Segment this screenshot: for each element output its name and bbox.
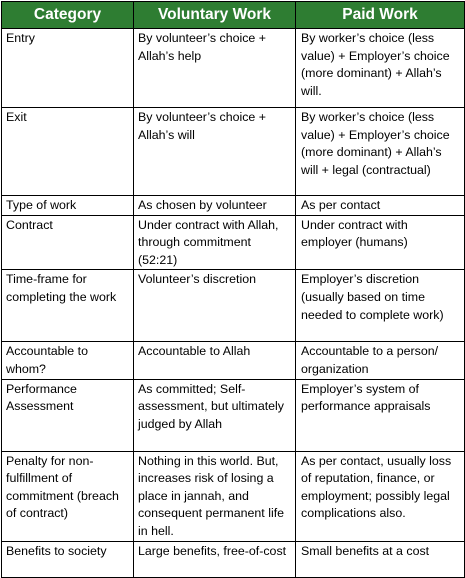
voluntary-cell: By volunteer’s choice + Allah’s help xyxy=(134,29,296,108)
voluntary-cell: Accountable to Allah xyxy=(134,342,296,379)
table-row xyxy=(2,451,465,541)
paid-cell: As per contact xyxy=(296,196,465,216)
header-category: Category xyxy=(2,2,134,29)
paid-cell: Employer’s system of performance appraisals xyxy=(296,379,465,451)
category-cell: Performance Assessment xyxy=(2,379,134,451)
category-cell: Entry xyxy=(2,29,134,108)
table-row xyxy=(2,215,465,270)
voluntary-cell: Nothing in this world. But, increases risk of losing a place in jannah, and consequent permanent life in hell. xyxy=(134,451,296,541)
voluntary-cell: As chosen by volunteer xyxy=(134,196,296,216)
header-row xyxy=(2,2,465,29)
header-paid-work: Paid Work xyxy=(296,2,465,29)
category-cell: Benefits to society xyxy=(2,541,134,577)
voluntary-cell: Volunteer’s discretion xyxy=(134,270,296,342)
table-row xyxy=(2,342,465,379)
table-row xyxy=(2,270,465,342)
category-cell: Accountable to whom? xyxy=(2,342,134,379)
paid-cell: By worker’s choice (less value) + Employer’s choice (more dominant) + Allah’s will + legal (contractual) xyxy=(296,108,465,196)
table-row xyxy=(2,29,465,108)
comparison-table xyxy=(1,1,465,578)
paid-cell: By worker’s choice (less value) + Employer’s choice (more dominant) + Allah’s will. xyxy=(296,29,465,108)
category-cell: Time-frame for completing the work xyxy=(2,270,134,342)
voluntary-cell: By volunteer’s choice + Allah’s will xyxy=(134,108,296,196)
voluntary-cell: Under contract with Allah, through commitment (52:21) xyxy=(134,215,296,270)
table-row xyxy=(2,108,465,196)
table-row xyxy=(2,379,465,451)
paid-cell: Small benefits at a cost xyxy=(296,541,465,577)
table-row xyxy=(2,196,465,216)
category-cell: Contract xyxy=(2,215,134,270)
category-cell: Exit xyxy=(2,108,134,196)
paid-cell: Accountable to a person/ organization xyxy=(296,342,465,379)
paid-cell: As per contact, usually loss of reputation, finance, or employment; possibly legal complications also. xyxy=(296,451,465,541)
header-voluntary-work: Voluntary Work xyxy=(134,2,296,29)
category-cell: Type of work xyxy=(2,196,134,216)
paid-cell: Employer’s discretion (usually based on time needed to complete work) xyxy=(296,270,465,342)
category-cell: Penalty for non-fulfillment of commitment (breach of contract) xyxy=(2,451,134,541)
voluntary-cell: Large benefits, free-of-cost xyxy=(134,541,296,577)
paid-cell: Under contract with employer (humans) xyxy=(296,215,465,270)
table-row xyxy=(2,541,465,577)
voluntary-cell: As committed; Self-assessment, but ultimately judged by Allah xyxy=(134,379,296,451)
